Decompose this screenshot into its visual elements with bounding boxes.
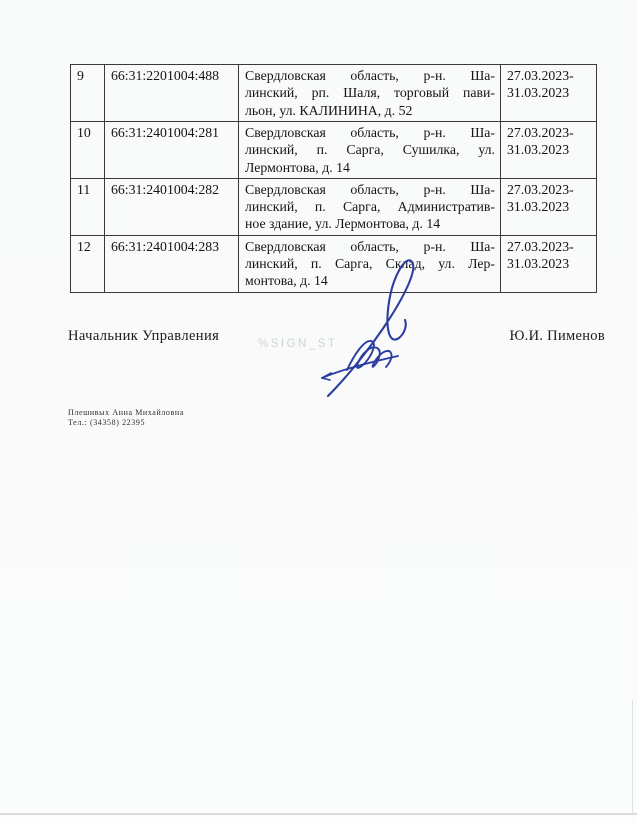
handwritten-signature — [314, 252, 439, 402]
period-cell — [501, 122, 597, 179]
address-cell — [239, 122, 501, 179]
table-row — [71, 122, 597, 179]
address-line: монтова, д. 14 — [245, 273, 328, 289]
scan-margin-strip — [0, 815, 637, 825]
address-line: Лермонтова, д. 14 — [245, 159, 350, 175]
signature-placeholder-watermark: %SIGN_ST — [258, 338, 338, 350]
period-line: 27.03.2023- — [507, 181, 574, 197]
cadastral-number-cell: 66:31:2401004:283 — [105, 235, 239, 292]
cadastral-number-cell: 66:31:2401004:281 — [105, 122, 239, 179]
signature-ink-strokes — [322, 260, 413, 396]
cadastral-number-cell: 66:31:2201004:488 — [105, 65, 239, 122]
address-line: линский, п. Сарга, Склад, ул. Лер- — [245, 256, 495, 272]
row-number-cell: 10 — [71, 122, 105, 179]
row-number-cell: 11 — [71, 178, 105, 235]
contact-phone: Тел.: (34358) 22395 — [68, 417, 146, 427]
address-line: Свердловская область, р-н. Ша- — [245, 181, 495, 197]
address-line: льон, ул. КАЛИНИНА, д. 52 — [245, 102, 413, 118]
contact-person-name: Плешивых Анна Михайловна — [68, 408, 184, 417]
period-line: 31.03.2023 — [507, 256, 570, 272]
period-line: 31.03.2023 — [507, 142, 570, 158]
address-line: Свердловская область, р-н. Ша- — [245, 68, 495, 83]
signer-name: Ю.И. Пименов — [509, 328, 605, 344]
table-row — [71, 178, 597, 235]
cadastral-number-cell: 66:31:2401004:282 — [105, 178, 239, 235]
address-line: линский, п. Сарга, Сушилка, ул. — [245, 142, 495, 158]
period-line: 31.03.2023 — [507, 199, 570, 215]
contact-block — [68, 408, 184, 427]
period-cell — [501, 235, 597, 292]
address-line: Свердловская область, р-н. Ша- — [245, 125, 495, 140]
table-row — [71, 65, 597, 122]
scan-page-right-edge — [632, 700, 633, 813]
address-line: линский, рп. Шаля, торговый пави- — [245, 85, 495, 101]
address-cell — [239, 65, 501, 122]
period-line: 31.03.2023 — [507, 85, 570, 101]
period-line: 27.03.2023- — [507, 68, 574, 83]
address-line: линский, п. Сарга, Административ- — [245, 199, 495, 215]
address-line: Свердловская область, р-н. Ша- — [245, 238, 495, 254]
address-line: ное здание, ул. Лермонтова, д. 14 — [245, 216, 441, 232]
address-cell — [239, 178, 501, 235]
signer-position-title: Начальник Управления — [68, 328, 220, 344]
period-line: 27.03.2023- — [507, 238, 574, 254]
row-number-cell: 9 — [71, 65, 105, 122]
period-line: 27.03.2023- — [507, 125, 574, 140]
period-cell — [501, 178, 597, 235]
period-cell — [501, 65, 597, 122]
row-number-cell: 12 — [71, 235, 105, 292]
